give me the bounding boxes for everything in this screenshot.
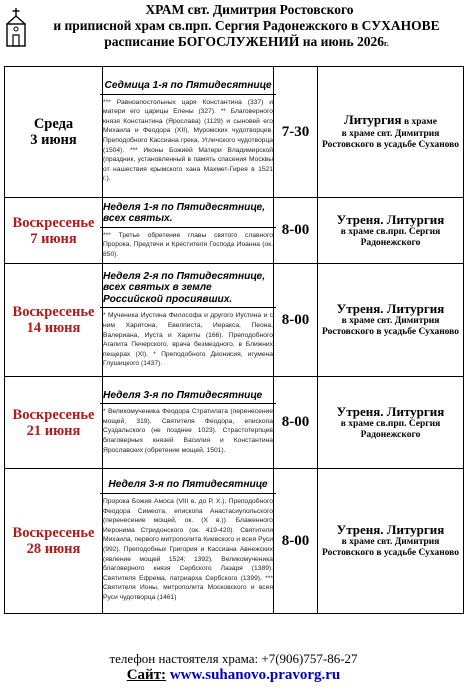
schedule-row — [5, 67, 464, 198]
week-name: Неделя 1-я по Пятидесятнице, всех святых. — [103, 201, 266, 225]
service-cell — [318, 198, 464, 264]
service-time: 7-30 — [274, 67, 318, 198]
day-cell — [5, 198, 103, 264]
description-cell — [103, 67, 274, 198]
week-name: Неделя 3-я по Пятидесятнице — [103, 389, 263, 401]
service-location: в храме св.прп. Сергия Радонежского — [340, 418, 441, 440]
schedule-row — [5, 469, 464, 614]
description-cell — [103, 377, 274, 469]
week-name: Седмица 1-я по Пятидесятнице — [104, 80, 272, 92]
service-cell — [318, 469, 464, 614]
weekday: Воскресенье — [12, 525, 95, 541]
week-name: Неделя 2-я по Пятидесятнице, всех святых в земле Российской просиявших. — [103, 270, 266, 305]
page-header — [0, 2, 467, 64]
description-cell — [103, 469, 274, 614]
divider — [100, 307, 276, 308]
service-location: в храме св.прп. Сергия Радонежского — [340, 226, 441, 248]
date: 14 июня — [26, 320, 81, 336]
date: 7 июня — [30, 230, 77, 247]
weekday: Воскресенье — [12, 304, 95, 320]
saints-text: *** Равноапостольных царя Константина (337) и матери его царицы Елены (327). ** Благоверного князя Константина (Ярослава) (1129) и сыновей его Михаила и Феодора (XII), Муромских чудотворцев. Преподобного Кассиана грека, Угличского чудотворца (1504). *** Иконы Божией Матери Владимирской (праздник, установленный в память спасения Москвы от нашествия крымского хана Махмет-Гирея в 1521 г.). — [103, 98, 273, 183]
service-location: в храме свт. Димитрия Ростовского в усадьбе Суханово — [322, 537, 459, 558]
divider — [100, 493, 276, 494]
day-cell — [5, 377, 103, 469]
service-cell — [318, 264, 464, 377]
divider — [100, 403, 276, 404]
service-name: Утреня. Литургия — [336, 211, 445, 227]
service-time: 8-00 — [274, 198, 318, 264]
schedule-row — [5, 264, 464, 377]
service-location: в храме свт. Димитрия Ростовского в усадьбе Суханово — [322, 129, 459, 150]
service-place: в храме — [401, 117, 437, 127]
website-line — [0, 666, 467, 684]
church-logo-icon — [4, 8, 28, 48]
service-name: Утреня. Литургия — [336, 522, 445, 537]
service-time: 8-00 — [274, 469, 318, 614]
weekday: Среда — [33, 116, 74, 132]
schedule-row — [5, 377, 464, 469]
service-name: Литургия — [344, 112, 402, 127]
saints-text: * Мученика Иустина Философа и другого Иустина и с ним Харитона, Евелписта, Иеракса, Пеона, Валериана, Иуста и Хариты (166). Преподобного Агапита Печерского, врача безмездного, в Ближних пещерах (XI). * Преподобного Дионисия, игумена Глушицкого (1437). — [103, 312, 273, 368]
description-cell — [103, 264, 274, 377]
divider — [100, 94, 276, 95]
website-label: Сайт: — [126, 667, 167, 683]
service-cell — [318, 377, 464, 469]
service-name: Утреня. Литургия — [336, 403, 445, 419]
weekday: Воскресенье — [12, 214, 95, 231]
website-link[interactable]: www.suhanovo.pravorg.ru — [169, 667, 341, 683]
title-line-2: и приписной храм св.прп. Сергия Радонежского в СУХАНОВЕ — [53, 18, 440, 33]
service-cell — [318, 67, 464, 198]
page-title — [30, 2, 463, 52]
date: 3 июня — [30, 132, 77, 148]
day-cell — [5, 67, 103, 198]
date: 28 июня — [26, 541, 81, 557]
saints-text: *** Третье обретение главы святого славного Пророка, Предтечи и Крестителя Господа Иоанна (ок. 850). — [103, 231, 273, 258]
saints-text: * Великомученика Феодора Стратилата (перенесение мощей, 319). Святителя Феодора, епископа Суздальского (не позднее 1023). Страстотерпцев благоверных князей Василия и Константина Ярославских (обретение мощей, 1501). — [103, 408, 273, 454]
schedule-row — [5, 198, 464, 264]
description-cell — [103, 198, 274, 264]
service-location: в храме свт. Димитрия Ростовского в усадьбе Суханово — [322, 316, 459, 337]
schedule-table — [4, 66, 464, 614]
rector-phone: телефон настоятеля храма: +7(906)757-86-27 — [109, 651, 358, 666]
service-name: Утреня. Литургия — [336, 301, 445, 316]
page-footer — [0, 651, 467, 684]
divider — [100, 227, 276, 228]
day-cell — [5, 469, 103, 614]
day-cell — [5, 264, 103, 377]
title-line-3: расписание БОГОСЛУЖЕНИЙ на июнь 2026г. — [104, 34, 389, 49]
service-time: 8-00 — [274, 264, 318, 377]
date: 21 июня — [26, 422, 81, 439]
title-line-1: ХРАМ свт. Димитрия Ростовского — [145, 2, 354, 17]
weekday: Воскресенье — [12, 406, 95, 423]
saints-text: Пророка Божия Амоса (VIII в. до Р. Х.). Преподобного Феодора Симеота, епископа Анастасиупольского (перенесение мощей, ок. (X в.)). Блаженного Иеронима Стридонского (ок. 419-420). Святителя Михаила, первого митрополита Киевского и всея Руси (992). Преподобных Григория и Кассиана Авнежских (явление мощей 1524; 1392). Великомученика благоверного князя Сербского Лазаря (1389). Святителя Ефрема, патриарха Сербского (1399). *** Святителя Ионы, митрополита Московского и всея Руси чудотворца (1461) — [103, 497, 273, 601]
service-time: 8-00 — [274, 377, 318, 469]
week-name: Неделя 3-я по Пятидесятнице — [108, 479, 268, 491]
